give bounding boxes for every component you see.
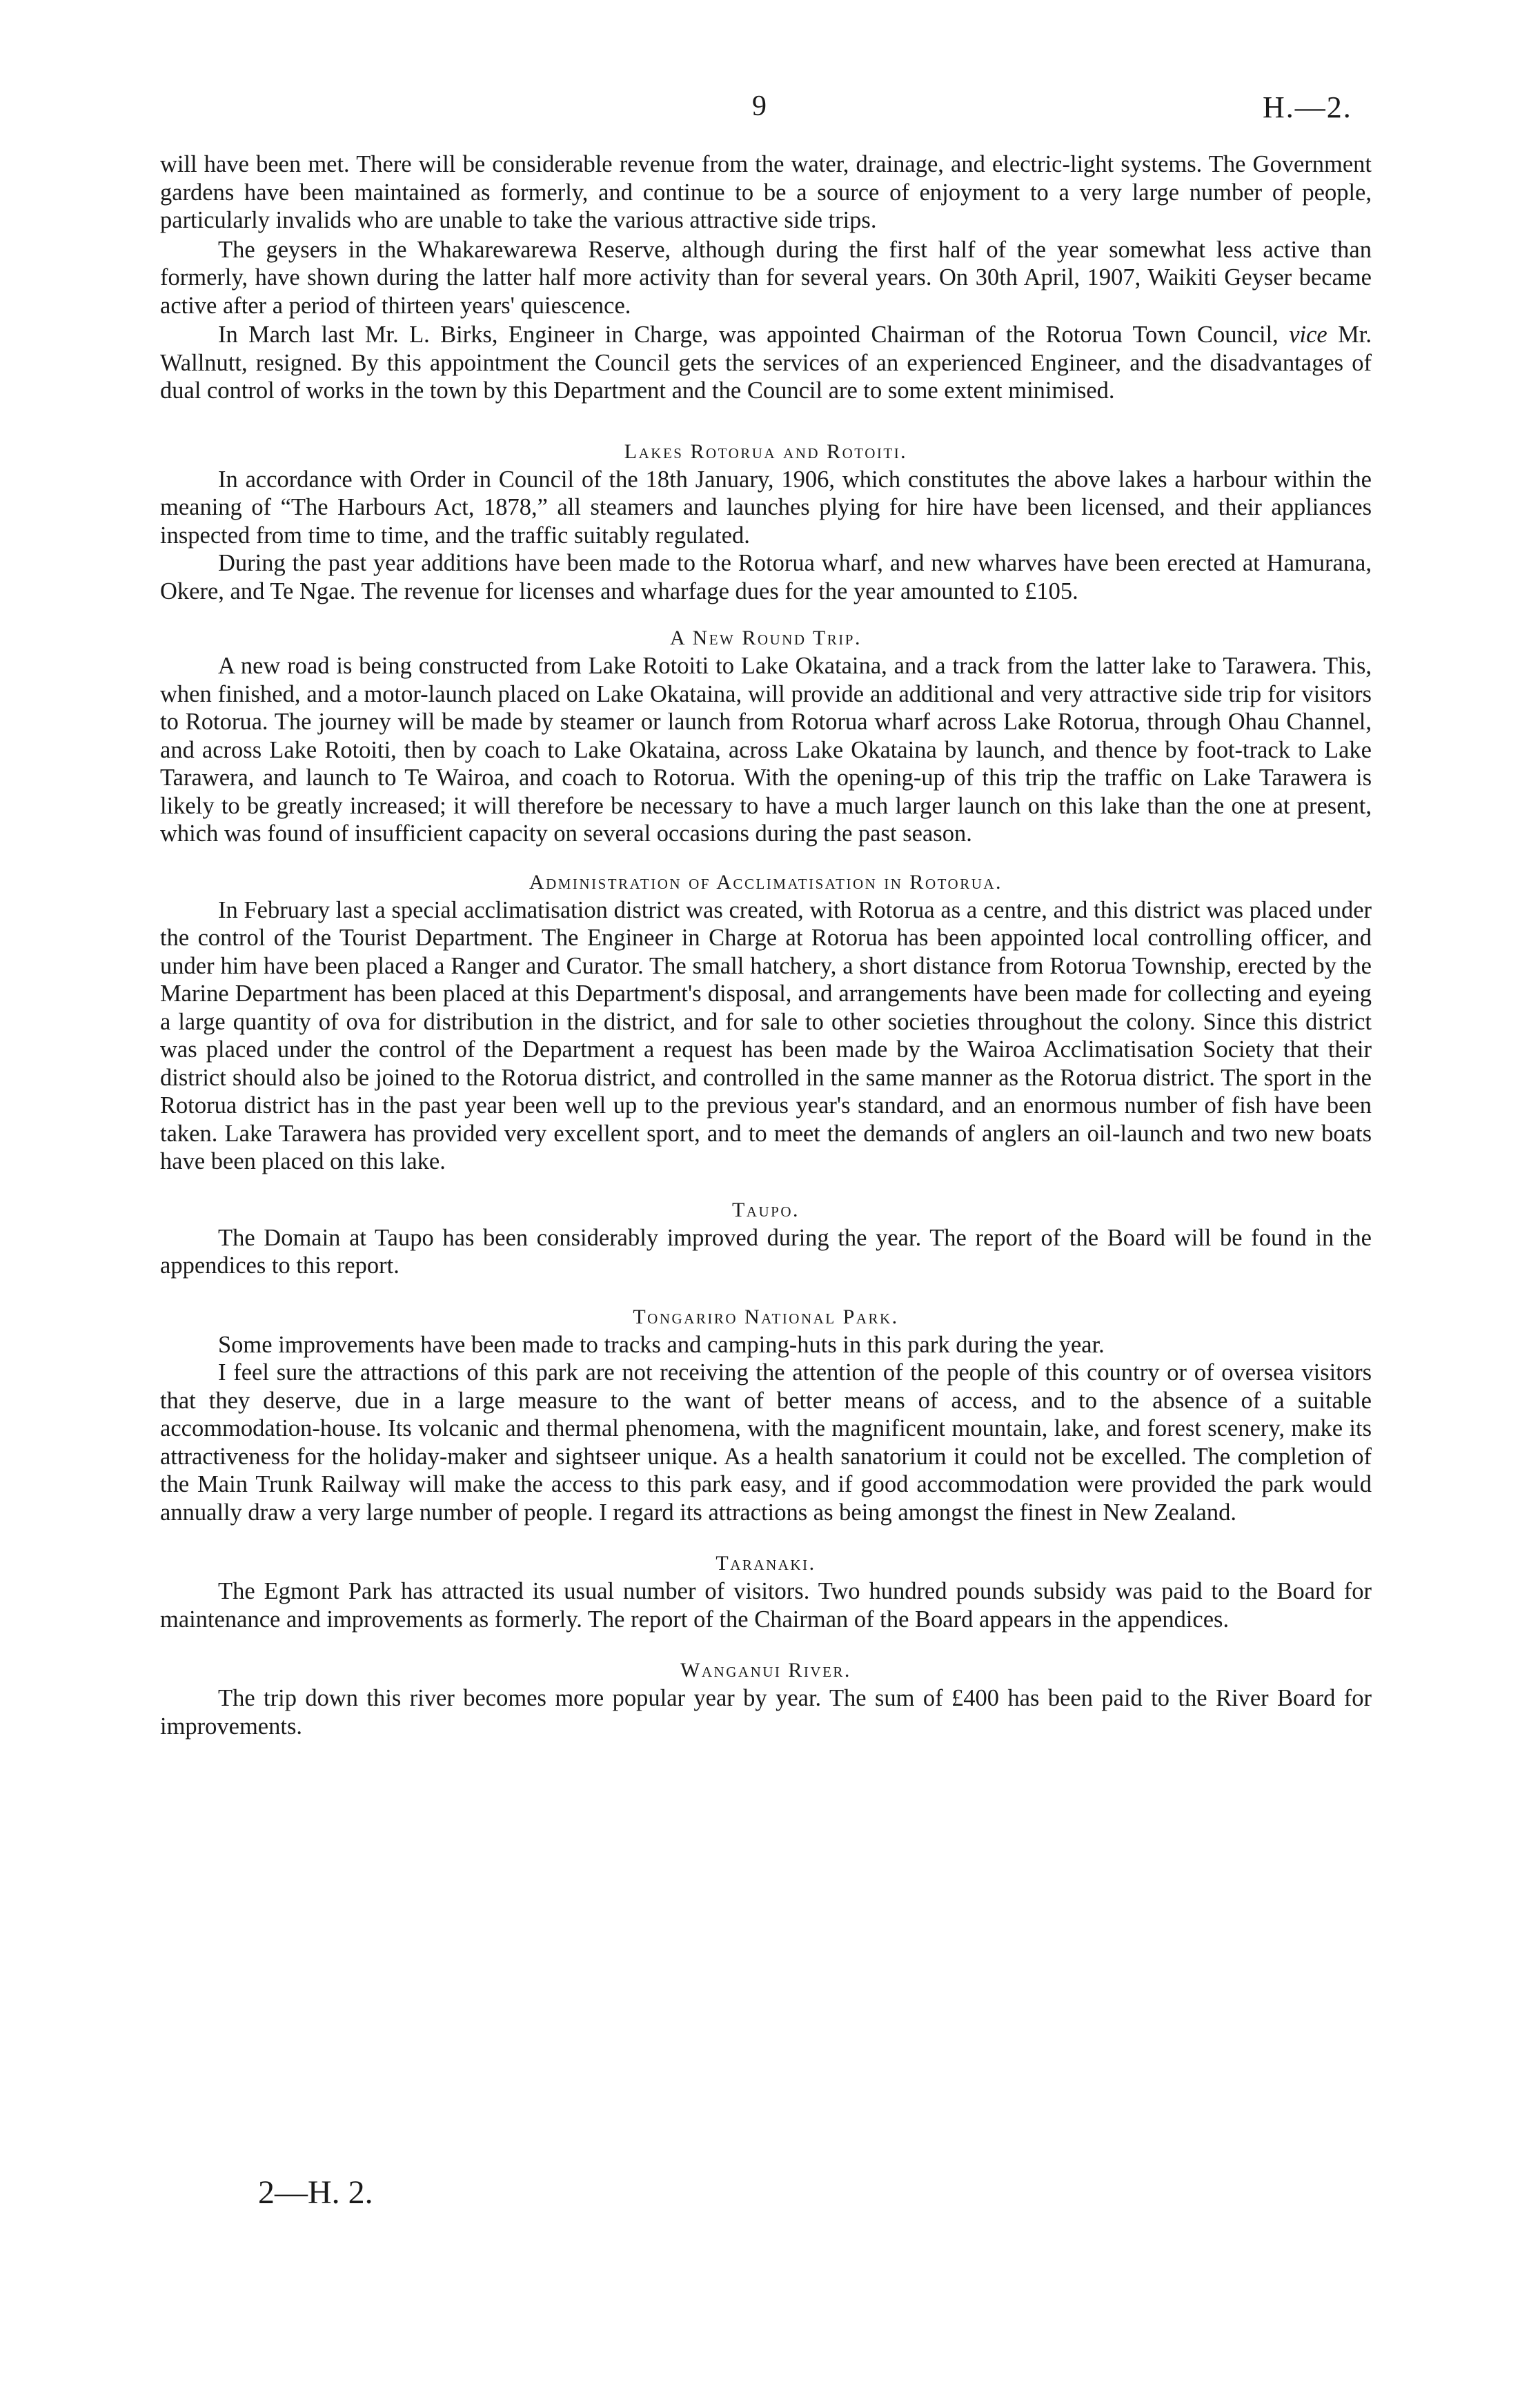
paragraph-wanganui: The trip down this river becomes more popular year by year. The sum of £400 has been paid to the River Board for improvements. [160,1685,1372,1740]
paragraph-geysers: The geysers in the Whakarewarewa Reserve, although during the first half of the year somewhat less active than formerly, have shown during the latter half more activity than for several years. On 30th April, 1907, Waikiti Geyser became active after a period of thirteen years' quiescence. [160,236,1372,319]
heading-lakes: Lakes Rotorua and Rotoiti. [624,440,908,463]
heading-taupo: Taupo. [731,1198,800,1221]
footer-code: 2—H. 2. [258,2174,373,2211]
paragraph-taranaki: The Egmont Park has attracted its usual number of visitors. Two hundred pounds subsidy was paid to the Board for maintenance and improvements as formerly. The report of the Chairman of the Board appears in the appendices. [160,1578,1372,1633]
page-number: 9 [752,90,767,122]
birks-text-after: Mr. Wallnutt, resigned. By this appointment the Council gets the services of an experienced Engineer, and the disadvantages of dual control of works in the town by this Department and the Council are to some extent minimised. [160,322,1372,404]
paragraph-tongariro-1: Some improvements have been made to tracks and camping-huts in this park during the year. [218,1331,1105,1358]
birks-text-before: In March last Mr. L. Birks, Engineer in Charge, was appointed Chairman of the Rotorua Town Council, [218,322,1290,348]
page-body [160,150,1372,1740]
heading-round-trip: A New Round Trip. [670,627,862,649]
document-code: H.—2. [1263,90,1352,124]
paragraph-lakes-2: During the past year additions have been made to the Rotorua wharf, and new wharves have been erected at Hamurana, Okere, and Te Ngae. The revenue for licenses and wharfage dues for the year amounted to £105. [160,550,1372,604]
heading-tongariro: Tongariro National Park. [633,1305,899,1328]
paragraph-birks [160,321,1372,405]
paragraph-tongariro-2: I feel sure the attractions of this park are not receiving the attention of the people of this country or of oversea visitors that they deserve, due in a large measure to the want of better means of access, and to the absence of a suitable accommodation-house. Its volcanic and thermal phenomena, with the magnificent mountain, lake, and forest scenery, make its attractiveness for the holiday-maker and sightseer unique. As a health sanatorium it could not be excelled. The completion of the Main Trunk Railway will make the access to this park easy, and if good accommodation were provided the park would annually draw a very large number of people. I regard its attractions as being amongst the finest in New Zealand. [160,1359,1372,1526]
paragraph-lakes-1: In accordance with Order in Council of the 18th January, 1906, which constitutes the above lakes a harbour within the meaning of “The Harbours Act, 1878,” all steamers and launches plying for hire have been licensed, and their appliances inspected from time to time, and the traffic suitably regulated. [160,466,1372,549]
paragraph-acclimatisation: In February last a special acclimatisation district was created, with Rotorua as a centre, and this district was placed under the control of the Tourist Department. The Engineer in Charge at Rotorua has been appointed local controlling officer, and under him have been placed a Ranger and Curator. The small hatchery, a short distance from Rotorua Township, erected by the Marine Department has been placed at this Department's disposal, and arrangements have been made for collecting and eyeing a large quantity of ova for distribution in the district, and for sale to other societies throughout the colony. Since this district was placed under the control of the Department a request has been made by the Wairoa Acclimatisation Society that their district should also be joined to the Rotorua district, and controlled in the same manner as the Rotorua district. The sport in the Rotorua district has in the past year been well up to the previous year's standard, and an enormous number of fish have been taken. Lake Tarawera has provided very excellent sport, and to meet the demands of anglers an oil-launch and two new boats have been placed on this lake. [160,896,1372,1174]
heading-wanganui: Wanganui River. [680,1659,851,1682]
birks-italic: vice [1289,322,1327,348]
heading-acclimatisation: Administration of Acclimatisation in Rotorua. [529,870,1003,894]
paragraph-taupo: The Domain at Taupo has been considerably improved during the year. The report of the Board will be found in the appendices to this report. [160,1224,1372,1279]
paragraph-continuation: will have been met. There will be considerable revenue from the water, drainage, and electric-light systems. The Government gardens have been maintained as formerly, and continue to be a source of enjoyment to a very large number of people, particularly invalids who are unable to take the various attractive side trips. [160,151,1372,233]
paragraph-round-trip: A new road is being constructed from Lake Rotoiti to Lake Okataina, and a track from the latter lake to Tarawera. This, when finished, and a motor-launch placed on Lake Okataina, will provide an additional and very attractive side trip for visitors to Rotorua. The journey will be made by steamer or launch from Rotorua wharf across Lake Rotorua, through Ohau Channel, and across Lake Rotoiti, then by coach to Lake Okataina, across Lake Okataina by launch, and thence by foot-track to Lake Tarawera, and launch to Te Wairoa, and coach to Rotorua. With the opening-up of this trip the traffic on Lake Tarawera is likely to be greatly increased; it will therefore be necessary to have a much larger launch on this lake than the one at present, which was found of insufficient capacity on several occasions during the past season. [160,653,1372,847]
heading-taranaki: Taranaki. [715,1552,816,1575]
